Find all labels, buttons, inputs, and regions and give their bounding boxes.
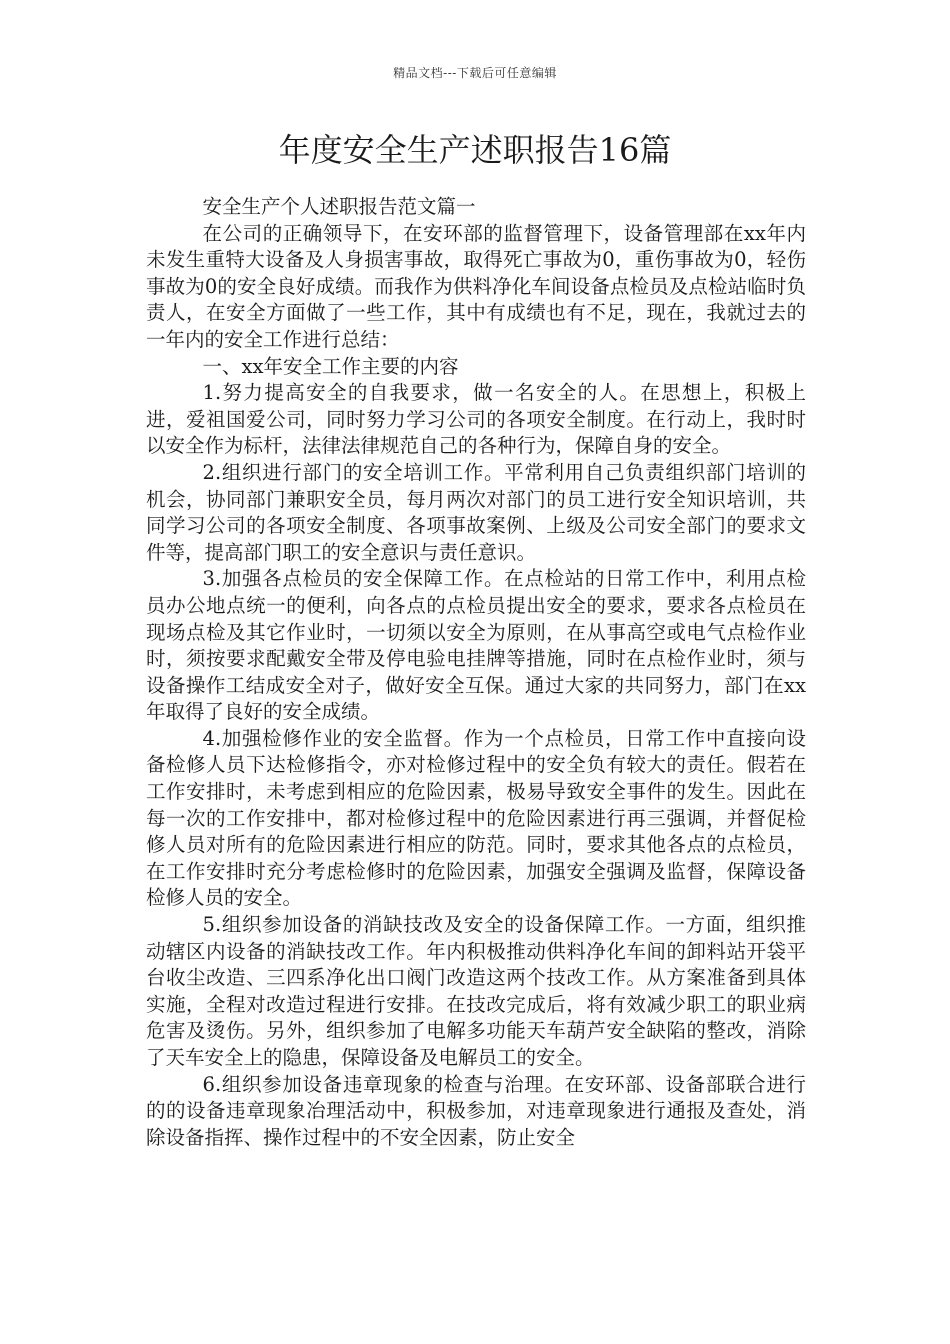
body-paragraph: 在公司的正确领导下，在安环部的监督管理下，设备管理部在xx年内未发生重特大设备及人身损害事故，取得死亡事故为0，重伤事故为0，轻伤事故为0的安全良好成绩。而我作为供料净化车间设备点检员及点检站临时负责人，在安全方面做了一些工作，其中有成绩也有不足，现在，我就过去的一年内的安全工作进行总结： (146, 221, 806, 351)
body-paragraph: 1.努力提高安全的自我要求，做一名安全的人。在思想上，积极上进，爱祖国爱公司，同时努力学习公司的各项安全制度。在行动上，我时时以安全作为标杆，法律法律规范自己的各种行为，保障自身的安全。 (146, 381, 806, 458)
body-paragraph: 5.组织参加设备的消缺技改及安全的设备保障工作。一方面，组织推动辖区内设备的消缺技改工作。年内积极推动供料净化车间的卸料站开袋平台收尘改造、三四系净化出口阀门改造这两个技改工作。从方案准备到具体实施，全程对改造过程进行安排。在技改完成后，将有效减少职工的职业病危害及烫伤。另外，组织参加了电解多功能天车葫芦安全缺陷的整改，消除了天车安全上的隐患，保障设备及电解员工的安全。 (146, 913, 806, 1069)
body-paragraph: 2.组织进行部门的安全培训工作。平常利用自己负责组织部门培训的机会，协同部门兼职安全员，每月两次对部门的员工进行安全知识培训，共同学习公司的各项安全制度、各项事故案例、上级及公司安全部门的要求文件等，提高部门职工的安全意识与责任意识。 (146, 460, 806, 564)
body-paragraph: 4.加强检修作业的安全监督。作为一个点检员，日常工作中直接向设备检修人员下达检修指令，亦对检修过程中的安全负有较大的责任。假若在工作安排时，未考虑到相应的危险因素，极易导致安全事件的发生。因此在每一次的工作安排中，都对检修过程中的危险因素进行再三强调，并督促检修人员对所有的危险因素进行相应的防范。同时，要求其他各点的点检员，在工作安排时充分考虑检修时的危险因素，加强安全强调及监督，保障设备检修人员的安全。 (146, 726, 806, 910)
section-heading: 安全生产个人述职报告范文篇一 (202, 195, 476, 218)
subsection-heading: 一、xx年安全工作主要的内容 (202, 354, 459, 378)
page-header-note: 精品文档---下载后可任意编辑 (393, 66, 557, 80)
body-paragraph: 6.组织参加设备违章现象的检查与治理。在安环部、设备部联合进行的的设备违章现象冶理活动中，积极参加，对违章现象进行通报及查处，消除设备指挥、操作过程中的不安全因素，防止安全 (146, 1072, 806, 1149)
document-body (146, 194, 806, 1151)
document-title: 年度安全生产述职报告16篇 (278, 131, 672, 169)
body-paragraph: 3.加强各点检员的安全保障工作。在点检站的日常工作中，利用点检员办公地点统一的便利，向各点的点检员提出安全的要求，要求各点检员在现场点检及其它作业时，一切须以安全为原则，在从事高空或电气点检作业时，须按要求配戴安全带及停电验电挂牌等措施，同时在点检作业时，须与设备操作工结成安全对子，做好安全互保。通过大家的共同努力，部门在xx年取得了良好的安全成绩。 (146, 567, 806, 724)
